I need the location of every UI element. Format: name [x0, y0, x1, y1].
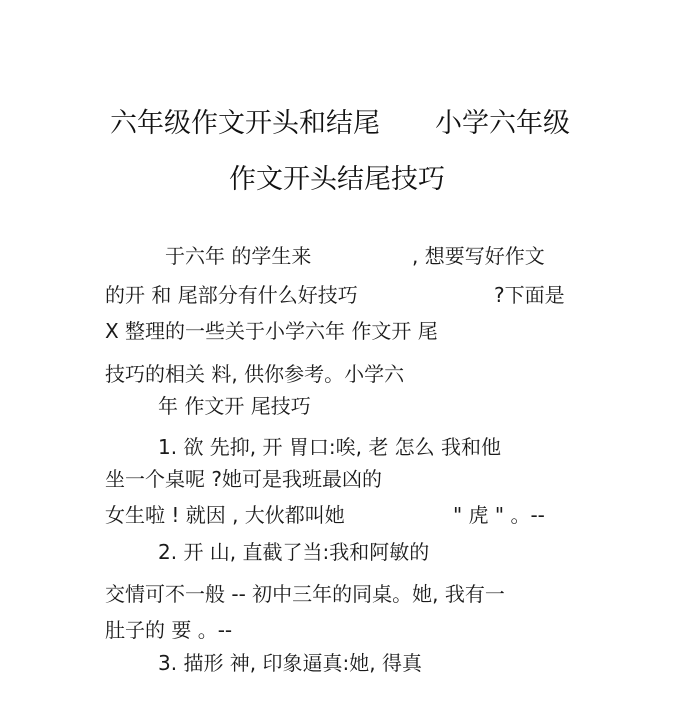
title-line-2: 作文开头结尾技巧 — [229, 164, 445, 195]
list-item-1-line-c-right: " 虎 " 。-- — [453, 503, 545, 527]
list-item-3-line-a: 3. 描形 神, 印象逼真:她, 得真 — [158, 651, 422, 675]
paragraph-line-1a: 于六年 的学生来 — [165, 244, 312, 268]
list-item-1-line-b: 坐一个桌呢 ?她可是我班最凶的 — [105, 467, 382, 491]
list-item-2-line-c: 肚子的 要 。-- — [105, 618, 233, 642]
paragraph-line-5: 年 作文开 尾技巧 — [158, 394, 311, 418]
paragraph-line-2b: ?下面是 — [494, 283, 565, 307]
list-item-1-line-a: 1. 欲 先抑, 开 胃口:唉, 老 怎么 我和他 — [158, 435, 502, 459]
paragraph-line-1b: , 想要写好作文 — [412, 244, 545, 268]
paragraph-line-3: X 整理的一些关于小学六年 作文开 尾 — [105, 319, 438, 343]
title-line-1-left: 六年级作文开头和结尾 — [110, 108, 380, 139]
list-item-1-line-c-left: 女生啦 ! 就因 , 大伙都叫她 — [105, 503, 345, 527]
list-item-2-line-a: 2. 开 山, 直截了当:我和阿敏的 — [158, 540, 430, 564]
list-item-2-line-b: 交情可不一般 -- 初中三年的同桌。她, 我有一 — [105, 582, 505, 606]
title-line-1-right: 小学六年级 — [435, 108, 570, 139]
paragraph-line-2a: 的开 和 尾部分有什么好技巧 — [105, 283, 358, 307]
paragraph-line-4: 技巧的相关 料, 供你参考。小学六 — [105, 362, 405, 386]
